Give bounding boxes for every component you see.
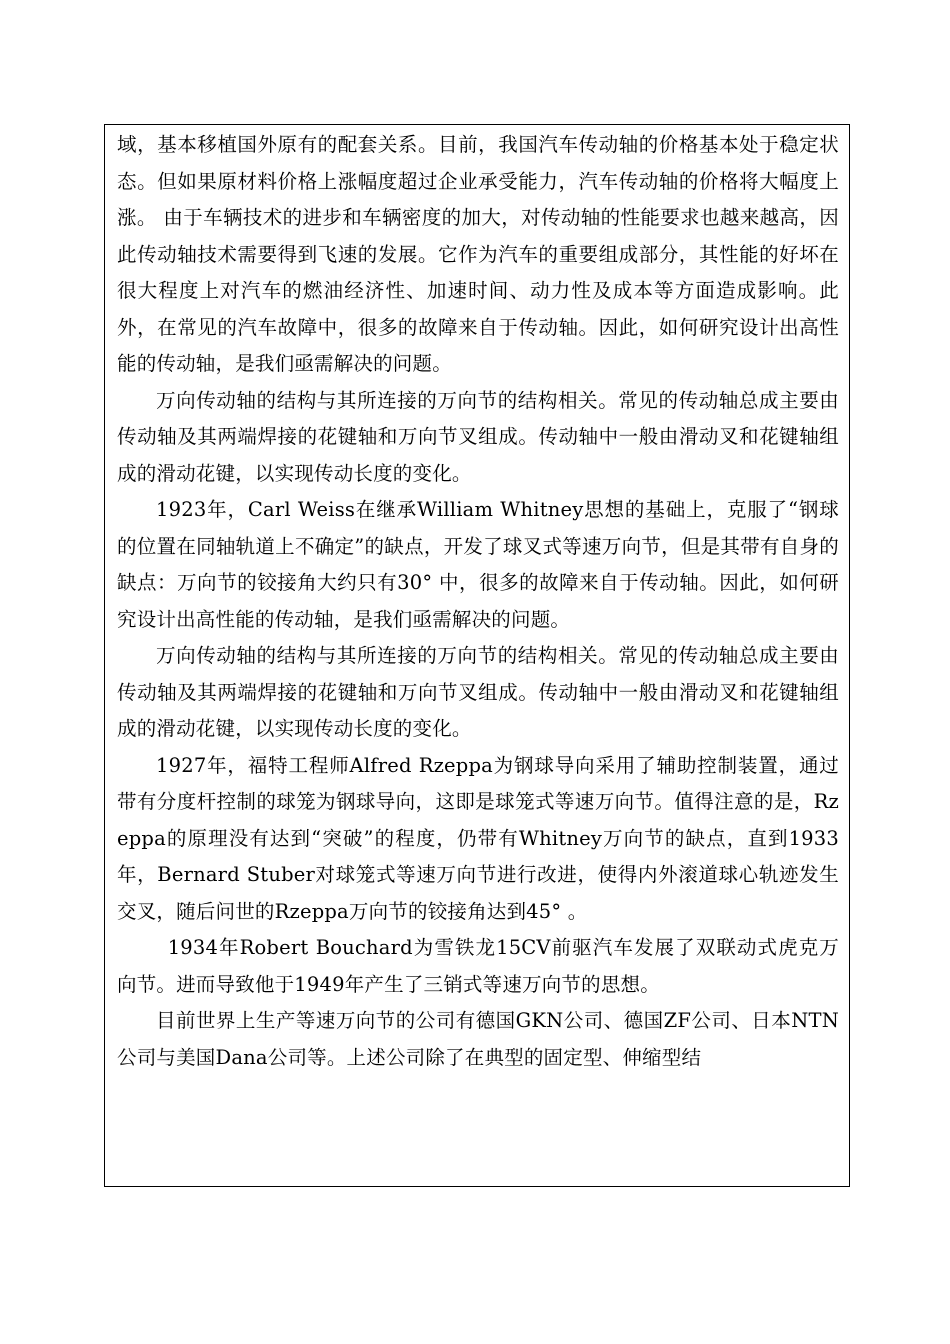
paragraph-4: 万向传动轴的结构与其所连接的万向节的结构相关。常见的传动轴总成主要由传动轴及其两端焊接的花键轴和万向节叉组成。传动轴中一般由滑动叉和花键轴组成的滑动花键，以实现传动长度的变化。	[117, 644, 839, 740]
paragraph-3: 1923年，Carl Weiss在继承William Whitney思想的基础上，克服了“钢球的位置在同轴轨道上不确定”的缺点，开发了球叉式等速万向节，但是其带有自身的缺点：万向节的铰接角大约只有30° 中，很多的故障来自于传动轴。因此，如何研究设计出高性能的传动轴，是我们亟需解决的问题。	[117, 498, 839, 631]
paragraph-5: 1927年，福特工程师Alfred Rzeppa为钢球导向采用了辅助控制装置，通过带有分度杆控制的球笼为钢球导向，这即是球笼式等速万向节。值得注意的是，Rzeppa的原理没有达到“突破”的程度，仍带有Whitney万向节的缺点，直到1933年，Bernard Stuber对球笼式等速万向节进行改进，使得内外滚道球心轨迹发生交叉，随后问世的Rzeppa万向节的铰接角达到45° 。	[117, 753, 839, 923]
paragraph-7: 目前世界上生产等速万向节的公司有德国GKN公司、德国ZF公司、日本NTN公司与美国Dana公司等。上述公司除了在典型的固定型、伸缩型结	[117, 1009, 839, 1069]
document-text-frame	[104, 124, 850, 1187]
paragraph-1: 域，基本移植国外原有的配套关系。目前，我国汽车传动轴的价格基本处于稳定状态。但如果原材料价格上涨幅度超过企业承受能力，汽车传动轴的价格将大幅度上涨。 由于车辆技术的进步和车辆密度的加大，对传动轴的性能要求也越来越高，因此传动轴技术需要得到飞速的发展。它作为汽车的重要组成部分，其性能的好坏在很大程度上对汽车的燃油经济性、加速时间、动力性及成本等方面造成影响。此外，在常见的汽车故障中，很多的故障来自于传动轴。因此，如何研究设计出高性能的传动轴，是我们亟需解决的问题。	[117, 133, 839, 375]
paragraph-6: 1934年Robert Bouchard为雪铁龙15CV前驱汽车发展了双联动式虎克万向节。进而导致他于1949年产生了三销式等速万向节的思想。	[117, 936, 839, 996]
paragraph-2: 万向传动轴的结构与其所连接的万向节的结构相关。常见的传动轴总成主要由传动轴及其两端焊接的花键轴和万向节叉组成。传动轴中一般由滑动叉和花键轴组成的滑动花键，以实现传动长度的变化。	[117, 388, 839, 485]
